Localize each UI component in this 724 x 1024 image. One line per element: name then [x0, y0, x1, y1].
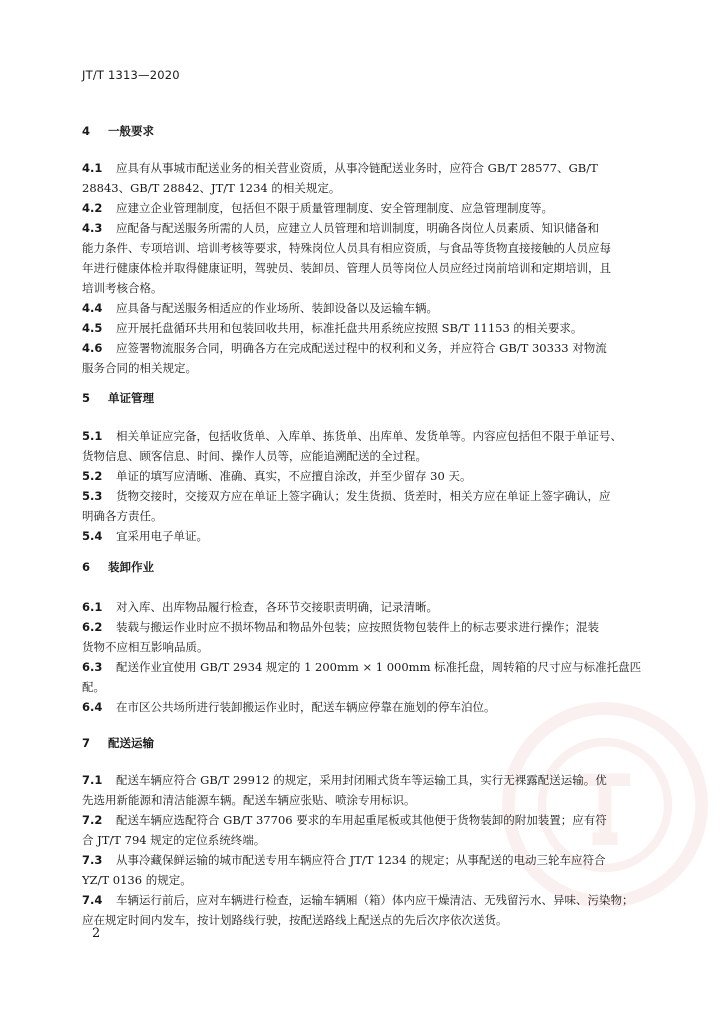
- clause-6-3-cont: 配。: [82, 680, 105, 694]
- section-heading-5: 5 单证管理: [82, 391, 154, 405]
- section-heading-7: 7 配送运输: [82, 736, 154, 750]
- clause-4-3-cont: 能力条件、专项培训、培训考核等要求，特殊岗位人员具有相应资质，与食品等货物直接接触的人员应每: [82, 241, 611, 255]
- clause-5-1-cont: 货物信息、顾客信息、时间、操作人员等，应能追溯配送的全过程。: [82, 449, 427, 463]
- section-heading-6: 6 装卸作业: [82, 560, 154, 574]
- clause-4-3: 4.3 应配备与配送服务所需的人员，应建立人员管理和培训制度，明确各岗位人员素质、知识储备和: [82, 221, 599, 235]
- clause-6-1: 6.1 对入库、出库物品履行检查，各环节交接职责明确，记录清晰。: [82, 600, 438, 614]
- clause-6-3: 6.3 配送作业宜使用 GB/T 2934 规定的 1 200mm × 1 000mm 标准托盘，周转箱的尺寸应与标准托盘匹: [82, 660, 642, 674]
- clause-4-5: 4.5 应开展托盘循环共用和包装回收共用，标准托盘共用系统应按照 SB/T 11153 的相关要求。: [82, 321, 583, 335]
- clause-4-1: 4.1 应具有从事城市配送业务的相关营业资质，从事冷链配送业务时，应符合 GB/T 28577、GB/T: [82, 161, 598, 175]
- clause-5-4: 5.4 宜采用电子单证。: [82, 529, 208, 543]
- clause-4-3-cont: 培训考核合格。: [82, 281, 163, 295]
- clause-6-2-cont: 货物不应相互影响品质。: [82, 640, 209, 654]
- page-number: 2: [92, 926, 101, 941]
- clause-7-1-cont: 先选用新能源和清洁能源车辆。配送车辆应张贴、喷涂专用标识。: [82, 793, 416, 807]
- clause-7-4-cont: 应在规定时间内发车，按计划路线行驶，按配送路线上配送点的先后次序依次送货。: [82, 913, 508, 927]
- clause-7-1: 7.1 配送车辆应符合 GB/T 29912 的规定，采用封闭厢式货车等运输工具，实行无裸露配送运输。优: [82, 773, 607, 787]
- clause-5-2: 5.2 单证的填写应清晰、准确、真实，不应擅自涂改，并至少留存 30 天。: [82, 469, 472, 483]
- standard-code-header: JT/T 1313—2020: [82, 68, 180, 82]
- clause-4-1-cont: 28843、GB/T 28842、JT/T 1234 的相关规定。: [82, 181, 341, 195]
- clause-4-6: 4.6 应签署物流服务合同，明确各方在完成配送过程中的权利和义务，并应符合 GB/T 30333 对物流: [82, 341, 607, 355]
- clause-7-3: 7.3 从事冷藏保鲜运输的城市配送专用车辆应符合 JT/T 1234 的规定；从事配送的电动三轮车应符合: [82, 853, 606, 867]
- clause-5-3-cont: 明确各方责任。: [82, 509, 163, 523]
- clause-7-4: 7.4 车辆运行前后，应对车辆进行检查，运输车辆厢（箱）体内应干燥清洁、无残留污水、异味、污染物；: [82, 893, 634, 907]
- section-heading-4: 4 一般要求: [82, 124, 154, 138]
- clause-4-2: 4.2 应建立企业管理制度，包括但不限于质量管理制度、安全管理制度、应急管理制度等。: [82, 201, 553, 215]
- clause-4-6-cont: 服务合同的相关规定。: [82, 361, 197, 375]
- clause-7-3-cont: YZ/T 0136 的规定。: [82, 873, 192, 887]
- clause-7-2: 7.2 配送车辆应选配符合 GB/T 37706 要求的车用起重尾板或其他便于货物装卸的附加装置；应有符: [82, 813, 607, 827]
- clause-5-3: 5.3 货物交接时，交接双方应在单证上签字确认；发生货损、货差时，相关方应在单证上签字确认，应: [82, 489, 611, 503]
- clause-4-3-cont: 年进行健康体检并取得健康证明，驾驶员、装卸员、管理人员等岗位人员应经过岗前培训和定期培训，且: [82, 261, 611, 275]
- clause-4-4: 4.4 应具备与配送服务相适应的作业场所、装卸设备以及运输车辆。: [82, 301, 438, 315]
- clause-7-2-cont: 合 JT/T 794 规定的定位系统终端。: [82, 833, 266, 847]
- clause-6-2: 6.2 装载与搬运作业时应不损坏物品和物品外包装；应按照货物包装件上的标志要求进行操作；混装: [82, 620, 599, 634]
- clause-5-1: 5.1 相关单证应完备，包括收货单、入库单、拣货单、出库单、发货单等。内容应包括但不限于单证号、: [82, 429, 622, 443]
- clause-6-4: 6.4 在市区公共场所进行装卸搬运作业时，配送车辆应停靠在施划的停车泊位。: [82, 700, 496, 714]
